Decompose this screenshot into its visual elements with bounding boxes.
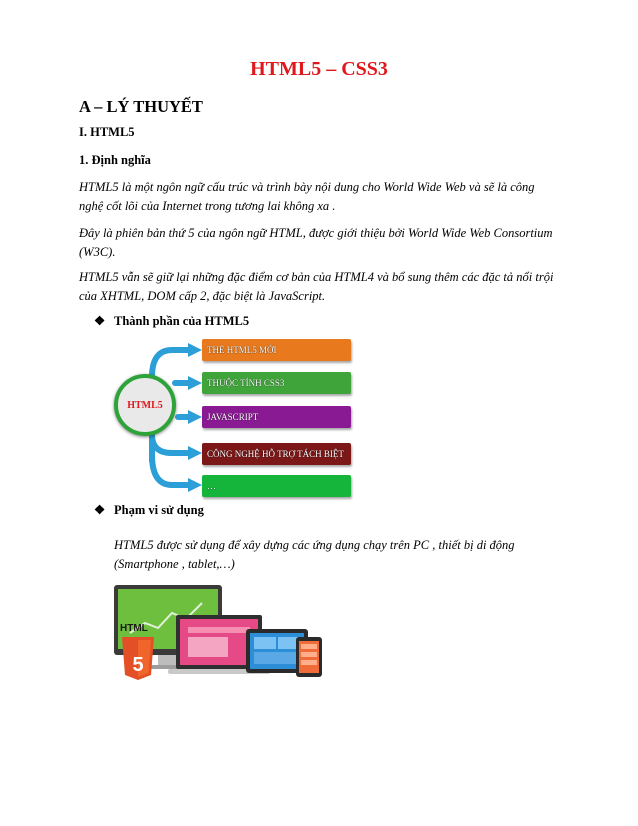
- definition-heading: 1. Định nghĩa: [79, 153, 151, 167]
- diagram-item-html5-tags: THẺ HTML5 MỚI: [202, 339, 351, 361]
- usage-paragraph: HTML5 được sử dụng để xây dựng các ứng dụng chạy trên PC , thiết bị di động (Smartphone , tablet,…): [114, 538, 515, 571]
- bullet-components: [94, 313, 249, 329]
- connector-4: [152, 435, 190, 453]
- diagram-item-javascript: JAVASCRIPT: [202, 406, 351, 428]
- hub-label: HTML5: [127, 399, 163, 411]
- html5-logo-number: 5: [132, 654, 144, 676]
- paragraph-1: HTML5 là một ngôn ngữ cấu trúc và trình bày nội dung cho World Wide Web và sẽ là công nghệ cốt lõi của Internet trong tương lai không xa .: [79, 180, 535, 213]
- diamond-bullet-icon: ❖: [94, 314, 106, 328]
- arrow-head-1: [188, 343, 202, 357]
- arrow-head-3: [188, 410, 202, 424]
- bullet-scope-label: Phạm vi sử dụng: [114, 503, 204, 517]
- bullet-components-label: Thành phần của HTML5: [114, 314, 250, 328]
- bullet-scope: [94, 502, 204, 518]
- section-heading: A – LÝ THUYẾT: [79, 97, 203, 116]
- paragraph-3: HTML5 vẫn sẽ giữ lại những đặc điểm cơ bản của HTML4 và bổ sung thêm các đặc tả nổi trội của XHTML, DOM cấp 2, đặc biệt là JavaScript.: [79, 270, 554, 303]
- arrow-head-4: [188, 446, 202, 460]
- connector-5: [152, 455, 190, 485]
- connector-1: [152, 350, 190, 377]
- arrow-head-5: [188, 478, 202, 492]
- diagram-item-more: …: [202, 475, 351, 497]
- page-title: HTML5 – CSS3: [250, 58, 388, 80]
- html5-hub: [114, 374, 176, 436]
- arrow-head-2: [188, 376, 202, 390]
- diamond-bullet-icon: ❖: [94, 503, 106, 517]
- paragraph-2: Đây là phiên bản thứ 5 của ngôn ngữ HTML, được giới thiệu bởi World Wide Web Consortium (W3C).: [79, 226, 553, 259]
- diagram-item-css3: THUỘC TÍNH CSS3: [202, 372, 351, 394]
- devices-illustration: [110, 583, 335, 683]
- html5-logo-text: HTML: [120, 623, 148, 634]
- subsection-heading: I. HTML5: [79, 125, 135, 139]
- diagram-item-separation-tech: CÔNG NGHỆ HỖ TRỢ TÁCH BIỆT: [202, 443, 351, 465]
